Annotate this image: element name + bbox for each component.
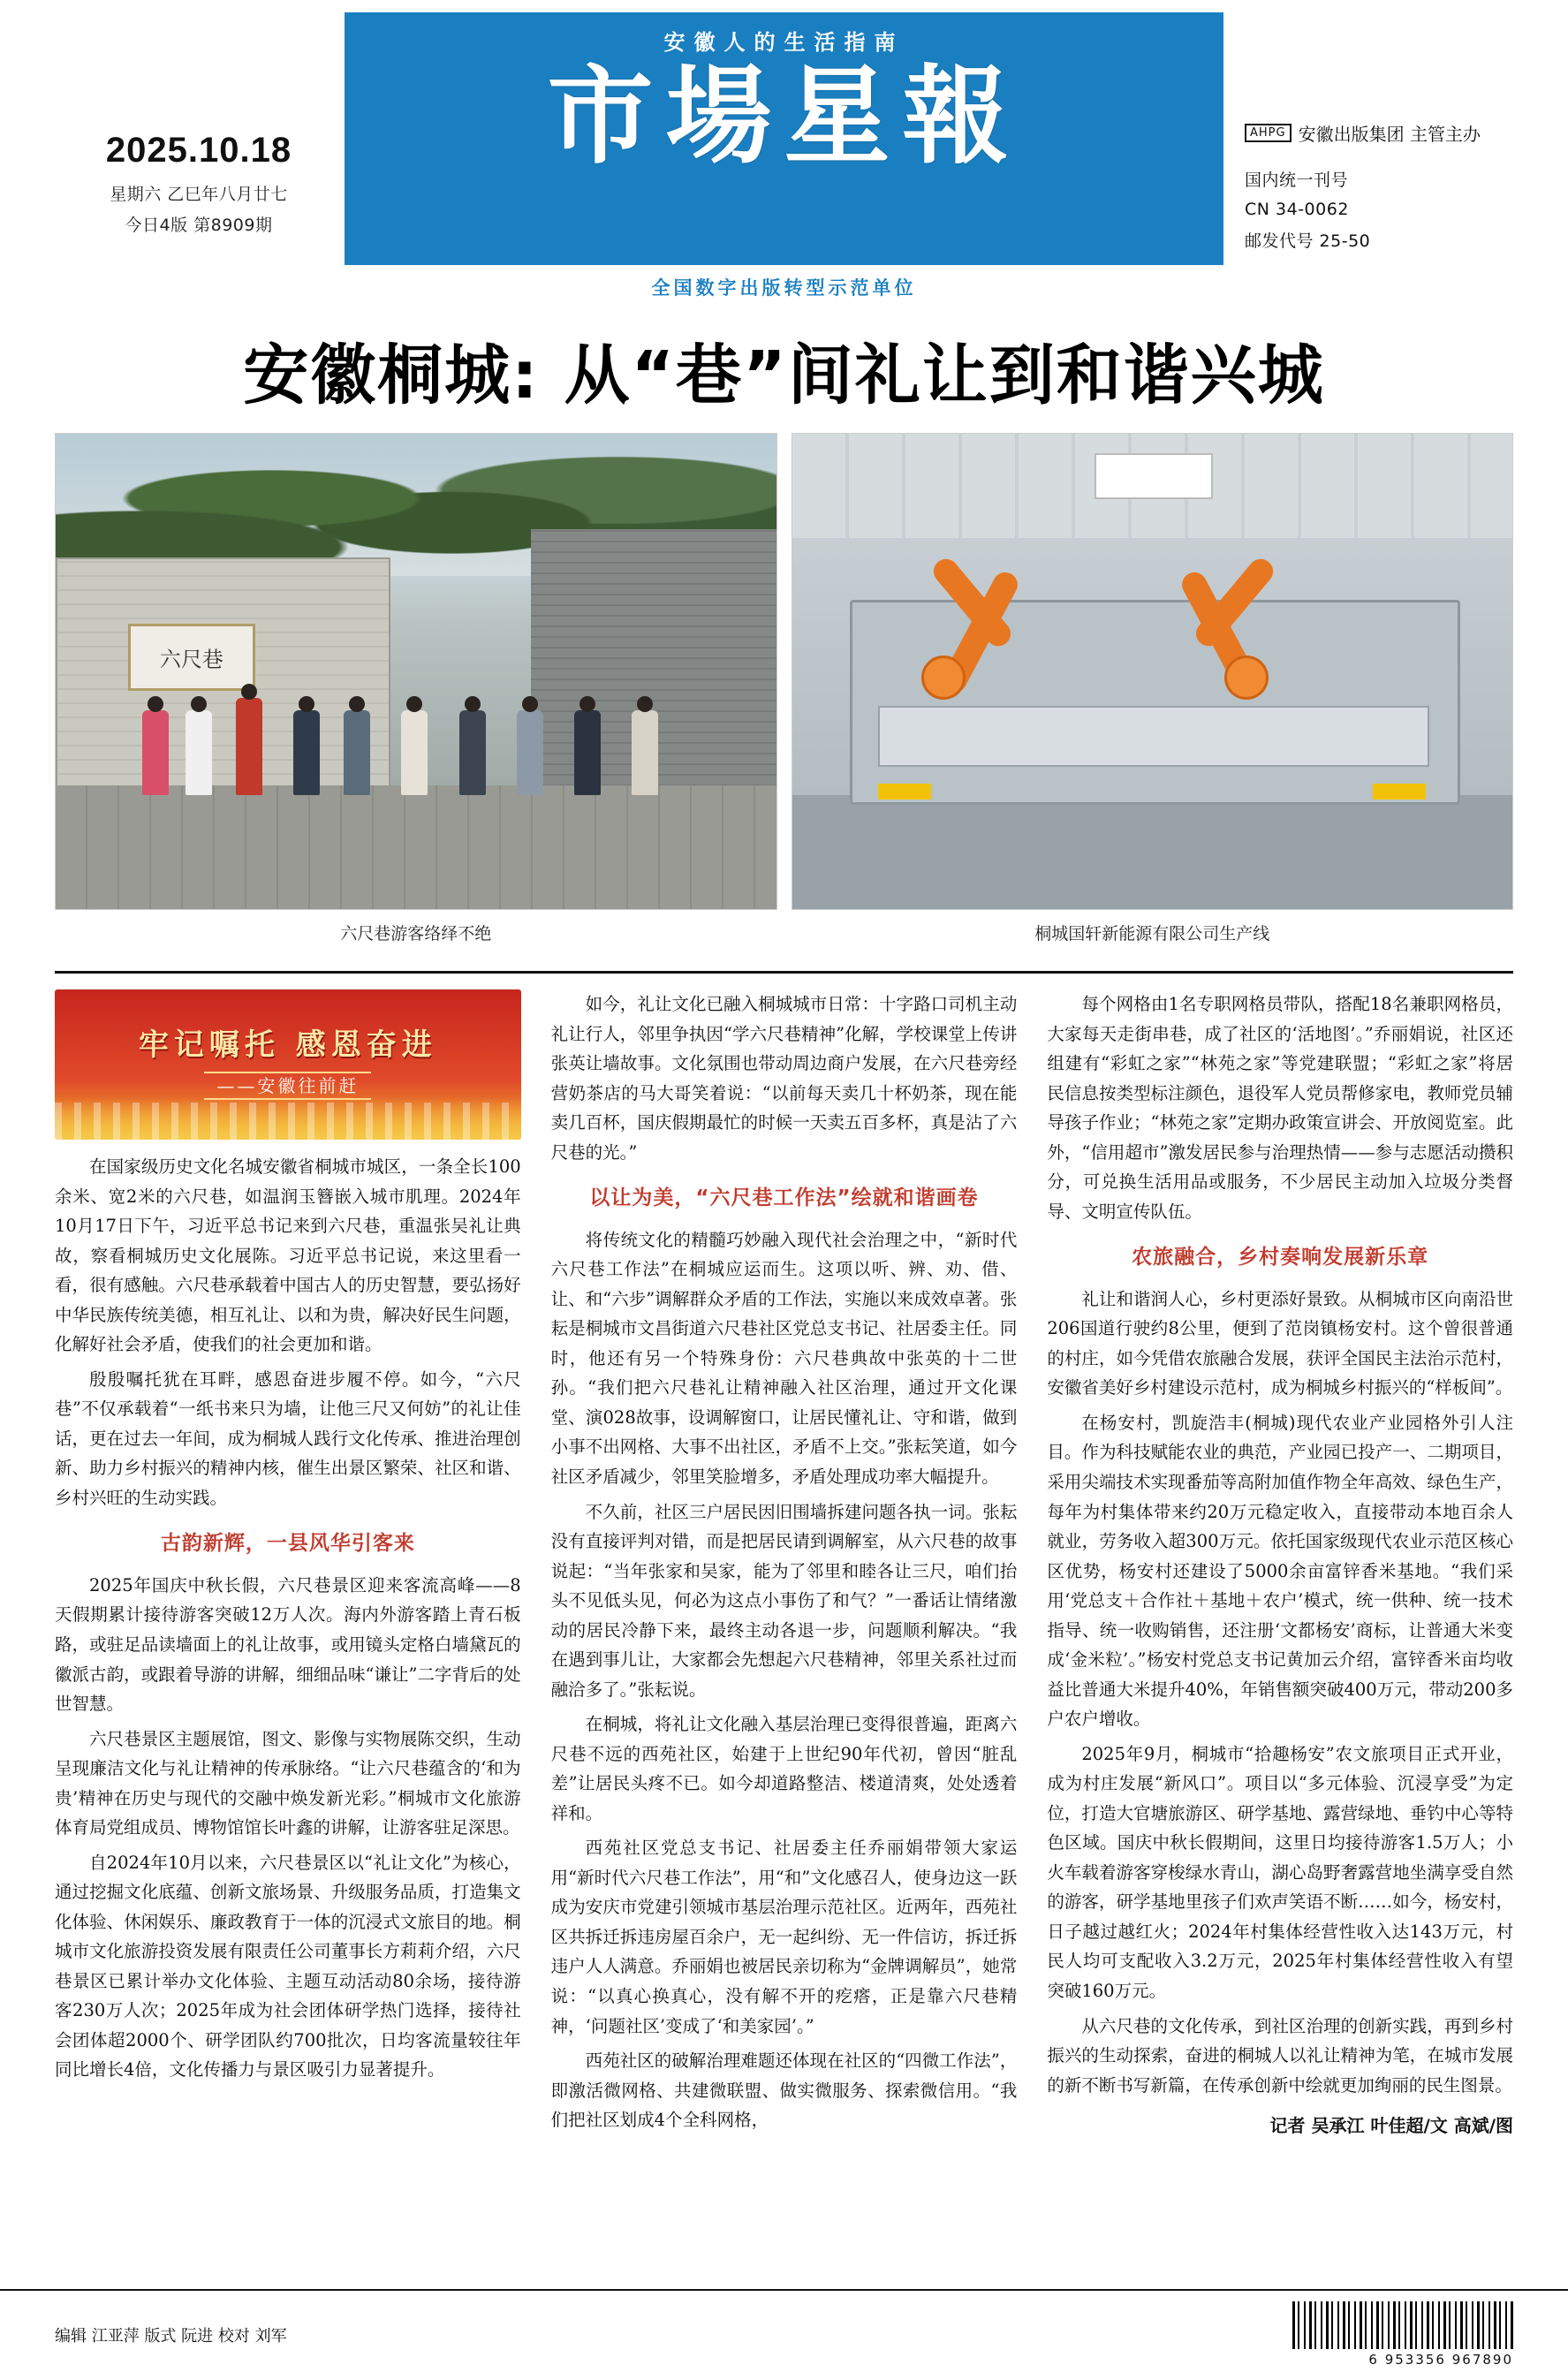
safety-marking [1373, 784, 1426, 800]
masthead-right [1223, 12, 1515, 300]
station-sign [1095, 453, 1213, 499]
photo-caption: 六尺巷游客络绎不绝 [340, 924, 492, 944]
tourist-figure [574, 710, 601, 795]
publication-issue: 今日4版 第8909期 [125, 215, 273, 235]
article-byline: 记者 吴承江 叶佳超/文 高斌/图 [1269, 2115, 1514, 2137]
newspaper-title: 市場星報 [547, 54, 1021, 178]
publisher-logo-icon: AHPG [1245, 124, 1292, 142]
factory-floor [792, 795, 1513, 909]
alley-sign-plaque [128, 624, 256, 691]
banner-line-2 [55, 1071, 521, 1101]
banner-skyline [55, 1103, 521, 1140]
paragraph: 2025年9月，桐城市“拾趣杨安”农文旅项目正式开业，成为村庄发展“新风口”。项目以“多元体验、沉浸享受”为定位，打造大官塘旅游区、研学基地、露营绿地、垂钓中心等特色区域。国庆中秋长假期间，这里日均接待游客1.5万人；小火车载着游客穿梭绿水青山，湖心岛野奢露营地坐满享受自然的游客，研学基地里孩子们欢声笑语不断……如今，杨安村，日子越过越红火；2024年村集体经营性收入达143万元，村民人均可支配收入3.2万元，2025年村集体经营性收入有望突破160万元。 [1047, 1743, 1514, 2002]
alley-photo [55, 433, 777, 910]
masthead-banner [345, 12, 1223, 265]
factory-photo [792, 433, 1514, 910]
tourist-figure [142, 710, 169, 795]
cn-number: CN 34-0062 [1245, 199, 1349, 219]
tourist-figure [401, 710, 428, 795]
page-footer [0, 2289, 1568, 2380]
paragraph: 将传统文化的精髓巧妙融入现代社会治理之中，“新时代六尺巷工作法”在桐城应运而生。这项以听、辨、劝、借、让、和“六步”调解群众矛盾的工作法，实施以来成效卓著。张耘是桐城市文昌街道六尺巷社区党总支书记、社居委主任。同时，他还有另一个特殊身份：六尺巷典故中张英的十二世孙。“我们把六尺巷礼让精神融入社区治理，通过开文化课堂、演028故事，设调解窗口，让居民懂礼让、守和谐，做到小事不出网格、大事不出社区，矛盾不上交。”张耘笑道，如今社区矛盾减少，邻里笑脸增多，矛盾处理成功率大幅提升。 [550, 1229, 1018, 1487]
tourist-figure [293, 710, 320, 795]
publisher-name: 安徽出版集团 主管主办 [1298, 123, 1481, 145]
campaign-banner [55, 989, 521, 1140]
page-headline: 安徽桐城: 从“巷”间礼让到和谐兴城 [243, 337, 1325, 413]
barcode-number: 6 953356 967890 [1368, 2352, 1513, 2368]
masthead-guide: 安徽人的生活指南 [663, 30, 905, 55]
masthead-tagline: 全国数字出版转型示范单位 [651, 277, 917, 299]
conveyor-table [878, 706, 1429, 767]
subheading: 以让为美，“六尺巷工作法”绘就和谐画卷 [589, 1186, 979, 1210]
photo-row [0, 433, 1568, 950]
paragraph: 在桐城，将礼让文化融入基层治理已变得很普遍，距离六尺巷不远的西苑社区，始建于上世纪90年代初，曾因“脏乱差”让居民头疼不已。如今却道路整洁、楼道清爽，处处透着祥和。 [550, 1714, 1018, 1823]
paragraph: 每个网格由1名专职网格员带队，搭配18名兼职网格员，大家每天走街串巷，成了社区的‘活地图’。”乔丽娟说，社区还组建有“彩虹之家”“林苑之家”等党建联盟；“彩虹之家”将居民信息按类型标注颜色，退役军人党员帮修家电，教师党员辅导孩子作业；“林苑之家”定期办政策宣讲会、开放阅览室。此外，“信用超市”激发居民参与治理热情——参与志愿活动攒积分，可兑换生活用品或服务，不少居民主动加入垃圾分类督导、文明宣传队伍。 [1047, 994, 1514, 1222]
tourist-figure [344, 710, 370, 795]
photo-caption: 桐城国轩新能源有限公司生产线 [1034, 924, 1270, 944]
column-1 [55, 989, 521, 2141]
paragraph: 六尺巷景区主题展馆，图文、影像与实物展陈交织，生动呈现廉洁文化与礼让精神的传承脉络。“让六尺巷蕴含的‘和为贵’精神在历史与现代的交融中焕发新光彩。”桐城市文化旅游体育局党组成员、博物馆馆长叶鑫的讲解，让游客驻足深思。 [55, 1728, 521, 1838]
paragraph: 不久前，社区三户居民因旧围墙拆建问题各执一词。张耘没有直接评判对错，而是把居民请到调解室，从六尺巷的故事说起：“当年张家和吴家，能为了邻里和睦各让三尺，咱们抬头不见低头见，何必为这点小事伤了和气？”一番话让情绪激动的居民冷静下来，最终主动各退一步，问题顺利解决。“我在遇到事儿让，大家都会先想起六尺巷精神，邻里关系社过而融洽多了。”张耘说。 [550, 1501, 1018, 1700]
subheading: 古韵新辉，一县风华引客来 [160, 1532, 415, 1556]
tourist-figure [186, 710, 212, 795]
masthead-center [345, 12, 1223, 300]
article-columns [0, 974, 1568, 2141]
tourist-figure [517, 710, 543, 795]
paragraph: 殷殷嘱托犹在耳畔，感恩奋进步履不停。如今，“六尺巷”不仅承载着“一纸书来只为墙，让他三尺又何妨”的礼让佳话，更在过去一年间，成为桐城人践行文化传承、推进治理创新、助力乡村振兴的精神内核，催生出景区繁荣、社区和谐、乡村兴旺的生动实践。 [55, 1368, 521, 1508]
tourist-figure [459, 710, 486, 795]
post-code: 邮发代号 25-50 [1245, 231, 1371, 251]
tourist-figure [236, 698, 262, 795]
paragraph: 西苑社区党总支书记、社居委主任乔丽娟带领大家运用“新时代六尺巷工作法”，用“和”文化感召人，使身边这一跃成为安庆市党建引领城市基层治理示范社区。近两年，西苑社区共拆迁拆违房屋百余户，无一起纠纷、无一件信访，拆迁拆违户人人满意。乔丽娟也被居民亲切称为“金牌调解员”，她常说：“以真心换真心，没有解不开的疙瘩，正是靠六尺巷精神，‘问题社区’变成了‘和美家园’。” [550, 1838, 1018, 2036]
paragraph: 礼让和谐润人心，乡村更添好景致。从桐城市区向南沿世206国道行驶约8公里，便到了范岗镇杨安村。这个曾很普通的村庄，如今凭借农旅融合发展，获评全国民主法治示范村，安徽省美好乡村建设示范村，成为桐城乡村振兴的“样板间”。 [1047, 1288, 1514, 1398]
paragraph: 在杨安村，凯旋浩丰(桐城)现代农业产业园格外引人注目。作为科技赋能农业的典范，产业园已投产一、二期项目，采用尖端技术实现番茄等高附加值作物全年高效、绿色生产，每年为村集体带来约20万元稳定收入，直接带动本地百余人就业，劳务收入超300万元。依托国家级现代农业示范区核心区优势，杨安村还建设了5000余亩富锌香米基地。“我们采用‘党总支＋合作社＋基地＋农户’模式，统一供种、统一技术指导、统一收购销售，还注册‘文都杨安’商标，让普通大米变成‘金米粒’。”杨安村党总支书记黄加云介绍，富锌香米亩均收益比普通大米提升40%，年销售额突破400万元，带动200多户农户增收。 [1047, 1412, 1514, 1730]
column-3 [1047, 989, 1513, 2141]
masthead-left [53, 12, 345, 300]
paragraph: 如今，礼让文化已融入桐城城市日常：十字路口司机主动礼让行人，邻里争执因“学六尺巷精神”化解，学校课堂上传讲张英让墙故事。文化氛围也带动周边商户发展，在六尺巷旁经营奶茶店的马大哥笑着说：“以前每天卖几十杯奶茶，现在能卖几百杯，国庆假期最忙的时候一天卖五百多杯，真是沾了六尺巷的光。” [550, 994, 1018, 1163]
paragraph: 在国家级历史文化名城安徽省桐城市城区，一条全长100余米、宽2米的六尺巷，如温润玉簪嵌入城市肌理。2024年10月17日下午，习近平总书记来到六尺巷，重温张吴礼让典故，察看桐城历史文化展陈。习近平总书记说，来这里看一看，很有感触。六尺巷承载着中国古人的历史智慧，要弘扬好中华民族传统美德，相互礼让、以和为贵，解决好民生问题，化解好社会矛盾，使我们的社会更加和谐。 [55, 1156, 521, 1355]
photo-block-factory [792, 433, 1514, 950]
publisher-row [1245, 120, 1481, 146]
banner-line-2-text: ——安徽往前赶 [204, 1072, 371, 1100]
publication-weekday: 星期六 乙巳年八月廿七 [110, 184, 288, 204]
masthead [0, 0, 1568, 300]
paragraph: 西苑社区的破解治理难题还体现在社区的“四微工作法”，即激活微网格、共建微联盟、做实微服务、探索微信用。“我们把社区划成4个全科网格， [550, 2050, 1018, 2131]
column-2 [551, 989, 1018, 2141]
publication-date: 2025.10.18 [105, 130, 292, 170]
paragraph: 2025年国庆中秋长假，六尺巷景区迎来客流高峰——8天假期累计接待游客突破12万人次。海内外游客踏上青石板路，或驻足品读墙面上的礼让故事，或用镜头定格白墙黛瓦的徽派古韵，或跟着导游的讲解，细细品味“谦让”二字背后的处世智慧。 [55, 1574, 521, 1715]
photo-block-alley [55, 433, 777, 950]
tourist-figure [632, 710, 658, 795]
safety-marking [878, 784, 931, 800]
paragraph: 从六尺巷的文化传承，到社区治理的创新实践，再到乡村振兴的生动探索，奋进的桐城人以礼让精神为笔，在城市发展的新不断书写新篇，在传承创新中绘就更加绚丽的民生图景。 [1047, 2015, 1514, 2096]
barcode [1292, 2301, 1513, 2368]
banner-line-1: 牢记嘱托 感恩奋进 [138, 1027, 437, 1063]
barcode-bars [1292, 2301, 1513, 2349]
production-machine [850, 600, 1460, 805]
cn-label: 国内统一刊号 [1245, 170, 1349, 190]
subheading: 农旅融合，乡村奏响发展新乐章 [1132, 1246, 1429, 1270]
footer-credits: 编辑 江亚萍 版式 阮进 校对 刘军 [55, 2326, 287, 2346]
robot-joint [1224, 656, 1269, 700]
paragraph: 自2024年10月以来，六尺巷景区以“礼让文化”为核心，通过挖掘文化底蕴、创新文旅场景、升级服务品质，打造集文化体验、休闲娱乐、廉政教育于一体的沉浸式文旅目的地。桐城市文化旅游投资发展有限责任公司董事长方莉莉介绍，六尺巷景区已累计举办文化体验、主题互动活动80余场，接待游客230万人次；2025年成为社会团体研学热门选择，接待社会团体超2000个、研学团队约700批次，日均客流量较往年同比增长4倍，文化传播力与景区吸引力显著提升。 [55, 1852, 521, 2081]
stone-path [56, 785, 776, 909]
